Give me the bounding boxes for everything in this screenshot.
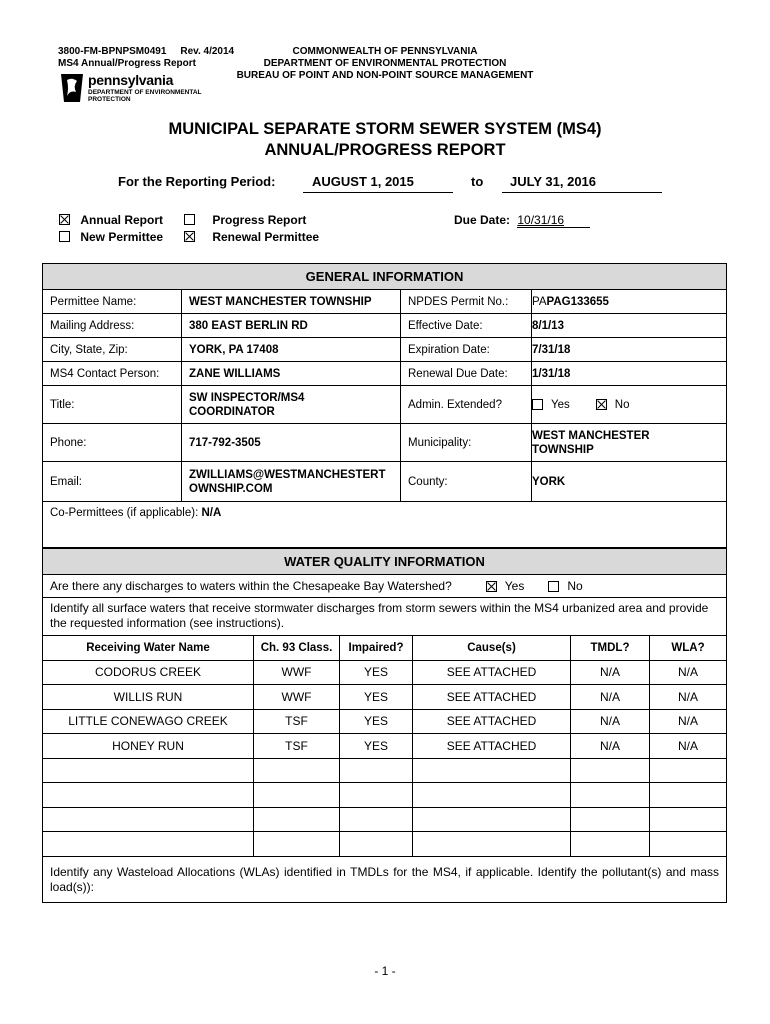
row-4-tmdl-cell[interactable]: N/A	[571, 734, 650, 759]
row-2-impaired-cell[interactable]: YES	[340, 685, 413, 710]
renewal-permittee-label: Renewal Permittee	[212, 230, 320, 244]
chesapeake-yes-checkbox[interactable]	[486, 581, 497, 592]
row-6-ch93-class-cell[interactable]	[254, 783, 340, 808]
header-impaired: Impaired?	[340, 636, 413, 661]
row-3-tmdl-cell[interactable]: N/A	[571, 710, 650, 735]
form-number: 3800-FM-BPNPSM0491	[58, 46, 167, 57]
row-4-wla-cell[interactable]: N/A	[650, 734, 726, 759]
agency-line-1: COMMONWEALTH OF PENNSYLVANIA	[292, 46, 478, 57]
period-label: For the Reporting Period:	[118, 174, 276, 189]
mailing-address-field[interactable]: 380 EAST BERLIN RD	[182, 314, 401, 338]
row-8-impaired-cell[interactable]	[340, 832, 413, 857]
chesapeake-no-label: No	[567, 579, 583, 593]
expiration-date-field[interactable]: 7/31/18	[532, 338, 726, 362]
agency-line-3: BUREAU OF POINT AND NON-POINT SOURCE MANAGEMENT	[236, 70, 534, 81]
row-6-tmdl-cell[interactable]	[571, 783, 650, 808]
email-line-1: ZWILLIAMS@WESTMANCHESTERT	[189, 468, 386, 481]
municipality-line-1: WEST MANCHESTER	[532, 429, 650, 442]
municipality-line-2: TOWNSHIP	[532, 443, 594, 456]
identify-surface-waters-text: Identify all surface waters that receive stormwater discharges from storm sewers within the MS4 urbanized area and provide the requested information (see instructions).	[43, 598, 726, 636]
phone-field[interactable]: 717-792-3505	[182, 424, 401, 462]
header-causes: Cause(s)	[413, 636, 571, 661]
row-3-receiving-water-name-cell[interactable]: LITTLE CONEWAGO CREEK	[43, 710, 254, 735]
row-7-impaired-cell[interactable]	[340, 808, 413, 833]
row-5-ch93-class-cell[interactable]	[254, 759, 340, 784]
row-4-causes-cell[interactable]: SEE ATTACHED	[413, 734, 571, 759]
report-title-line-2: ANNUAL/PROGRESS REPORT	[264, 141, 506, 159]
county-label: County:	[401, 462, 532, 502]
keystone-logo-icon	[58, 72, 86, 104]
copermittees-value: N/A	[201, 507, 222, 519]
row-1-impaired-cell[interactable]: YES	[340, 661, 413, 686]
annual-report-label: Annual Report	[80, 213, 164, 227]
row-7-ch93-class-cell[interactable]	[254, 808, 340, 833]
header-receiving-water-name: Receiving Water Name	[43, 636, 254, 661]
general-information-heading: GENERAL INFORMATION	[43, 264, 726, 290]
chesapeake-row	[43, 575, 726, 598]
county-field[interactable]: YORK	[532, 462, 726, 502]
row-1-receiving-water-name-cell[interactable]: CODORUS CREEK	[43, 661, 254, 686]
row-8-causes-cell[interactable]	[413, 832, 571, 857]
progress-report-option[interactable]	[184, 212, 306, 228]
admin-extended-yes-label: Yes	[551, 398, 570, 411]
form-id-block	[58, 46, 234, 70]
row-2-tmdl-cell[interactable]: N/A	[571, 685, 650, 710]
expiration-date-label: Expiration Date:	[401, 338, 532, 362]
progress-report-checkbox[interactable]	[184, 214, 195, 225]
row-2-causes-cell[interactable]: SEE ATTACHED	[413, 685, 571, 710]
row-8-receiving-water-name-cell[interactable]	[43, 832, 254, 857]
header-ch93-class: Ch. 93 Class.	[254, 636, 340, 661]
title-line-1: SW INSPECTOR/MS4	[189, 391, 305, 404]
form-title: MS4 Annual/Progress Report	[58, 58, 196, 69]
new-permittee-option[interactable]	[59, 229, 163, 245]
admin-extended-label: Admin. Extended?	[401, 386, 532, 424]
wla-text: Identify any Wasteload Allocations (WLAs) identified in TMDLs for the MS4, if applicable. Identify the pollutant(s) and mass load(s)):	[43, 857, 726, 903]
header-wla: WLA?	[650, 636, 726, 661]
renewal-permittee-checkbox[interactable]	[184, 231, 195, 242]
row-7-tmdl-cell[interactable]	[571, 808, 650, 833]
row-2-ch93-class-cell[interactable]: WWF	[254, 685, 340, 710]
row-3-wla-cell[interactable]: N/A	[650, 710, 726, 735]
title-line-2: COORDINATOR	[189, 405, 275, 418]
row-3-ch93-class-cell[interactable]: TSF	[254, 710, 340, 735]
row-6-impaired-cell[interactable]	[340, 783, 413, 808]
row-8-tmdl-cell[interactable]	[571, 832, 650, 857]
water-quality-heading: WATER QUALITY INFORMATION	[43, 549, 726, 575]
municipality-field[interactable]	[532, 424, 726, 462]
row-2-receiving-water-name-cell[interactable]: WILLIS RUN	[43, 685, 254, 710]
contact-person-field[interactable]: ZANE WILLIAMS	[182, 362, 401, 386]
admin-extended-no-label: No	[614, 398, 630, 411]
effective-date-field[interactable]: 8/1/13	[532, 314, 726, 338]
npdes-field[interactable]	[532, 290, 726, 314]
city-state-zip-field[interactable]: YORK, PA 17408	[182, 338, 401, 362]
npdes-label: NPDES Permit No.:	[401, 290, 532, 314]
row-3-causes-cell[interactable]: SEE ATTACHED	[413, 710, 571, 735]
due-date-value[interactable]: 10/31/16	[517, 214, 590, 228]
period-end-underline	[502, 192, 662, 193]
row-3-impaired-cell[interactable]: YES	[340, 710, 413, 735]
row-5-impaired-cell[interactable]	[340, 759, 413, 784]
general-information-grid	[43, 290, 726, 502]
report-title-line-1: MUNICIPAL SEPARATE STORM SEWER SYSTEM (MS4)	[168, 120, 602, 138]
city-state-zip-label: City, State, Zip:	[43, 338, 182, 362]
admin-extended-options	[532, 386, 726, 424]
renewal-permittee-option[interactable]	[184, 229, 319, 245]
header-tmdl: TMDL?	[571, 636, 650, 661]
permittee-name-label: Permittee Name:	[43, 290, 182, 314]
row-7-causes-cell[interactable]	[413, 808, 571, 833]
renewal-due-date-label: Renewal Due Date:	[401, 362, 532, 386]
due-date-label: Due Date:	[454, 213, 511, 227]
row-5-causes-cell[interactable]	[413, 759, 571, 784]
row-5-wla-cell[interactable]	[650, 759, 726, 784]
row-7-wla-cell[interactable]	[650, 808, 726, 833]
row-6-receiving-water-name-cell[interactable]	[43, 783, 254, 808]
email-line-2: OWNSHIP.COM	[189, 482, 273, 495]
logo-dept-line-1: DEPARTMENT OF ENVIRONMENTAL	[88, 89, 202, 96]
receiving-waters-table	[43, 636, 726, 857]
period-end[interactable]: JULY 31, 2016	[510, 174, 597, 189]
row-1-ch93-class-cell[interactable]: WWF	[254, 661, 340, 686]
agency-block	[230, 46, 540, 82]
admin-extended-yes-checkbox[interactable]	[532, 399, 543, 410]
permittee-name-field[interactable]: WEST MANCHESTER TOWNSHIP	[182, 290, 401, 314]
title-label: Title:	[43, 386, 182, 424]
pa-dep-logo	[58, 72, 208, 108]
chesapeake-yes-label: Yes	[504, 579, 525, 593]
row-2-wla-cell[interactable]: N/A	[650, 685, 726, 710]
agency-line-2: DEPARTMENT OF ENVIRONMENTAL PROTECTION	[263, 58, 507, 69]
row-6-wla-cell[interactable]	[650, 783, 726, 808]
email-field[interactable]	[182, 462, 401, 502]
due-date	[454, 212, 590, 228]
row-8-ch93-class-cell[interactable]	[254, 832, 340, 857]
phone-label: Phone:	[43, 424, 182, 462]
period-to: to	[471, 174, 484, 189]
period-start-underline	[303, 192, 453, 193]
row-7-receiving-water-name-cell[interactable]	[43, 808, 254, 833]
effective-date-label: Effective Date:	[401, 314, 532, 338]
admin-extended-no-checkbox[interactable]	[596, 399, 607, 410]
page-number: - 1 -	[374, 964, 396, 978]
row-4-ch93-class-cell[interactable]: TSF	[254, 734, 340, 759]
row-6-causes-cell[interactable]	[413, 783, 571, 808]
mailing-address-label: Mailing Address:	[43, 314, 182, 338]
renewal-due-date-field[interactable]: 1/31/18	[532, 362, 726, 386]
new-permittee-checkbox[interactable]	[59, 231, 70, 242]
new-permittee-label: New Permittee	[80, 230, 164, 244]
copermittees-label: Co-Permittees (if applicable):	[50, 507, 199, 519]
row-5-tmdl-cell[interactable]	[571, 759, 650, 784]
chesapeake-question: Are there any discharges to waters within the Chesapeake Bay Watershed?	[50, 579, 452, 593]
period-start[interactable]: AUGUST 1, 2015	[312, 174, 414, 189]
row-8-wla-cell[interactable]	[650, 832, 726, 857]
npdes-value: PAG133655	[546, 295, 609, 308]
logo-name: pennsylvania	[88, 72, 174, 88]
form-revision: Rev. 4/2014	[180, 46, 235, 57]
annual-report-checkbox[interactable]	[59, 214, 70, 225]
water-quality-section	[42, 548, 727, 903]
municipality-label: Municipality:	[401, 424, 532, 462]
row-5-receiving-water-name-cell[interactable]	[43, 759, 254, 784]
row-4-receiving-water-name-cell[interactable]: HONEY RUN	[43, 734, 254, 759]
email-label: Email:	[43, 462, 182, 502]
logo-dept-line-2: PROTECTION	[88, 96, 131, 103]
report-title	[0, 119, 770, 161]
copermittees-row[interactable]	[43, 502, 726, 547]
general-information-section	[42, 263, 727, 548]
annual-report-option[interactable]	[59, 212, 163, 228]
title-field[interactable]	[182, 386, 401, 424]
npdes-prefix: PA	[532, 295, 547, 308]
row-1-causes-cell[interactable]: SEE ATTACHED	[413, 661, 571, 686]
progress-report-label: Progress Report	[212, 213, 307, 227]
row-1-tmdl-cell[interactable]: N/A	[571, 661, 650, 686]
row-1-wla-cell[interactable]: N/A	[650, 661, 726, 686]
chesapeake-no-checkbox[interactable]	[548, 581, 559, 592]
logo-department	[88, 89, 208, 103]
contact-person-label: MS4 Contact Person:	[43, 362, 182, 386]
row-4-impaired-cell[interactable]: YES	[340, 734, 413, 759]
